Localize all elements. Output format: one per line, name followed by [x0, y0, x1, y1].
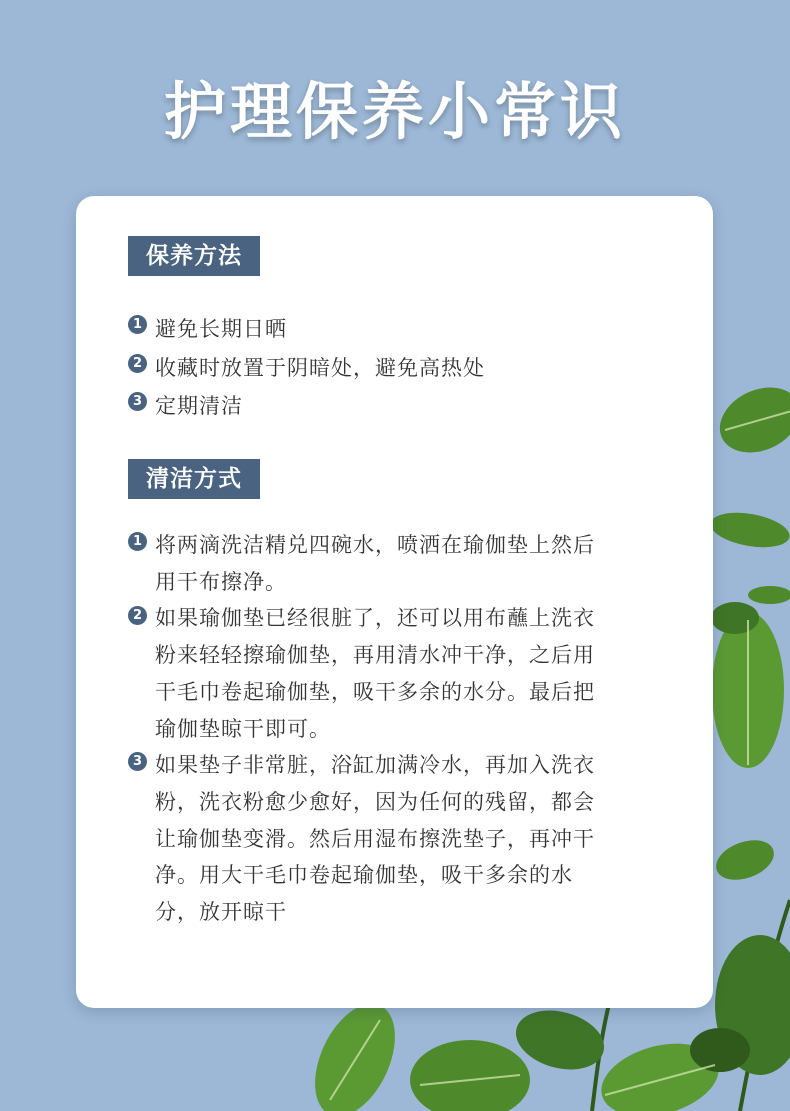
list-item-text: 如果垫子非常脏，浴缸加满冷水，再加入洗衣粉，洗衣粉愈少愈好，因为任何的残留，都会让瑜伽垫变滑。然后用湿布擦洗垫子，再冲干净。用大干毛巾卷起瑜伽垫，吸干多余的水分，放开晾干: [155, 753, 595, 925]
page-title: 护理保养小常识: [163, 75, 626, 148]
list-item: [128, 310, 598, 349]
list-item-text: 如果瑜伽垫已经很脏了，还可以用布蘸上洗衣粉来轻轻擦瑜伽垫，再用清水冲干净，之后用干毛巾卷起瑜伽垫，吸干多余的水分。最后把瑜伽垫晾干即可。: [155, 606, 595, 741]
list-item: [128, 349, 598, 388]
list-item-text: 将两滴洗洁精兑四碗水，喷洒在瑜伽垫上然后用干布擦净。: [155, 533, 595, 594]
number-badge: 3: [128, 752, 147, 771]
cleaning-list: [128, 527, 598, 931]
care-tips-card: [76, 196, 713, 1008]
list-item-text: 避免长期日晒: [155, 317, 287, 341]
number-badge: 3: [128, 392, 147, 411]
list-item: [128, 387, 598, 426]
number-badge: 1: [128, 315, 147, 334]
number-badge: 2: [128, 354, 147, 373]
list-item: [128, 600, 598, 747]
maintenance-list: [128, 310, 598, 426]
list-item: [128, 527, 598, 600]
cleaning-heading: 清洁方式: [128, 459, 260, 499]
maintenance-heading: 保养方法: [128, 236, 260, 276]
list-item-text: 定期清洁: [155, 394, 243, 418]
list-item: [128, 747, 598, 931]
number-badge: 2: [128, 606, 147, 625]
list-item-text: 收藏时放置于阴暗处，避免高热处: [155, 355, 485, 380]
number-badge: 1: [128, 532, 147, 551]
